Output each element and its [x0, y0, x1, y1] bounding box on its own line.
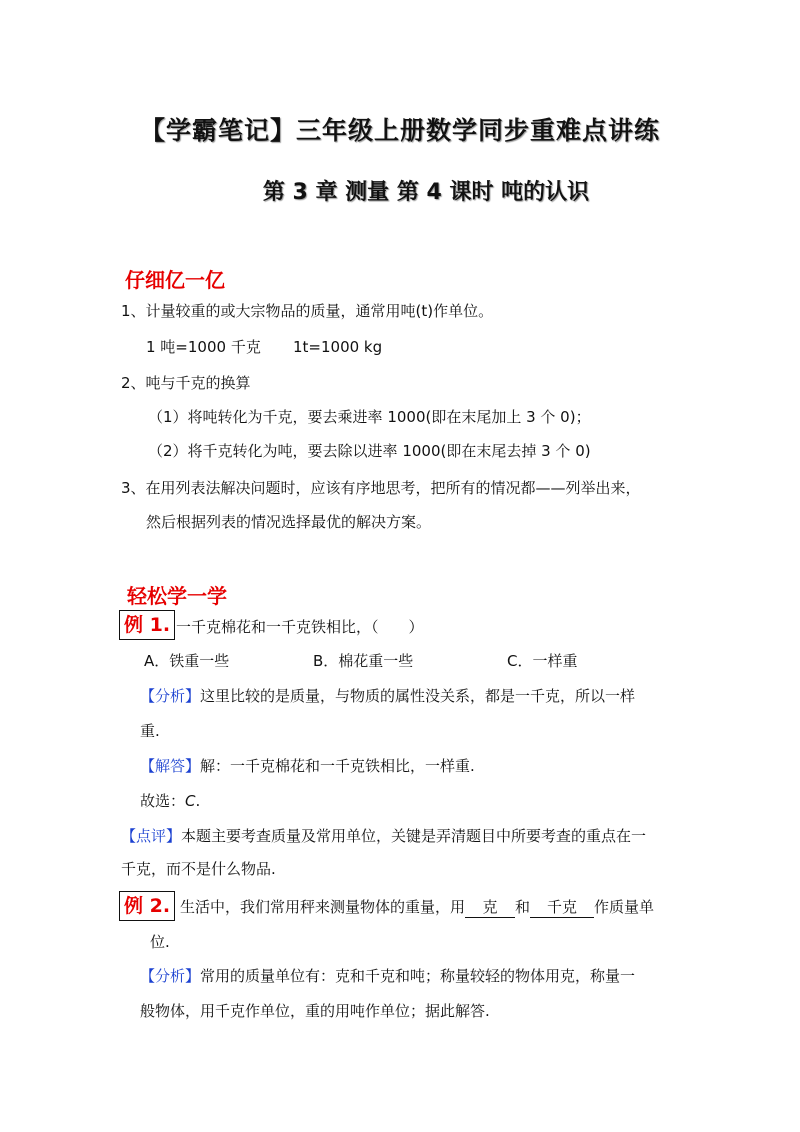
- example-2-analysis: [140, 966, 635, 986]
- example-1-option-c: C．一样重: [507, 652, 578, 670]
- example-1-analysis: [140, 686, 635, 706]
- analysis-text: 这里比较的是质量，与物质的属性没关系，都是一千克，所以一样: [200, 687, 636, 705]
- point-2: 2、吨与千克的换算: [121, 374, 251, 392]
- analysis-text: 常用的质量单位有：克和千克和吨；称量较轻的物体用克，称量一: [200, 967, 636, 985]
- blank-answer-1: 克: [465, 897, 515, 918]
- comment-tag: 【点评】: [121, 827, 182, 845]
- example-1-answer: [140, 756, 475, 776]
- question-part-1: 生活中，我们常用秤来测量物体的重量，用: [180, 898, 466, 916]
- point-1-equation-cn: 1 吨=1000 千克: [146, 338, 261, 356]
- analysis-tag: 【分析】: [140, 967, 201, 985]
- example-1-comment-line-2: 千克，而不是什么物品.: [121, 860, 276, 878]
- question-part-2: 和: [515, 898, 531, 916]
- analysis-tag: 【分析】: [140, 687, 201, 705]
- answer-tag: 【解答】: [140, 757, 201, 775]
- example-1-option-b: B．棉花重一些: [313, 652, 414, 670]
- point-3-line-2: 然后根据列表的情况选择最优的解决方案。: [146, 513, 432, 531]
- choice-suffix: .: [195, 792, 201, 810]
- section-heading-learn: 轻松学一学: [127, 584, 227, 608]
- point-1: 1、计量较重的或大宗物品的质量，通常用吨(t)作单位。: [121, 302, 494, 320]
- example-1-question: 一千克棉花和一千克铁相比，（ ）: [176, 618, 424, 636]
- lesson-subtitle: 第 3 章 测量 第 4 课时 吨的认识: [262, 180, 590, 205]
- example-2-question: [180, 897, 654, 918]
- example-2-analysis-line-2: 般物体，用千克作单位，重的用吨作单位；据此解答.: [140, 1002, 490, 1020]
- example-2-question-line-2: 位.: [150, 933, 170, 951]
- example-1-option-a: A．铁重一些: [144, 652, 230, 670]
- example-2-label: 例 2.: [119, 891, 175, 921]
- section-heading-review: 仔细亿一亿: [125, 268, 225, 292]
- blank-answer-2: 千克: [530, 897, 594, 918]
- comment-text: 本题主要考查质量及常用单位，关键是弄清题目中所要考查的重点在一: [181, 827, 647, 845]
- example-1-analysis-line-2: 重.: [140, 722, 160, 740]
- answer-text: 解：一千克棉花和一千克铁相比，一样重.: [200, 757, 475, 775]
- example-1-choice: [140, 791, 200, 811]
- choice-value: C: [185, 792, 196, 810]
- example-1-label: 例 1.: [119, 610, 175, 640]
- point-2-item-1: （1）将吨转化为千克，要去乘进率 1000(即在末尾加上 3 个 0)；: [148, 408, 591, 426]
- point-1-equation-unit: 1t=1000 kg: [293, 338, 383, 356]
- point-2-item-2: （2）将千克转化为吨，要去除以进率 1000(即在末尾去掉 3 个 0): [148, 442, 591, 460]
- point-3-line-1: 3、在用列表法解决问题时，应该有序地思考，把所有的情况都——列举出来，: [121, 479, 641, 497]
- example-1-comment: [121, 826, 646, 846]
- page-title: 【学霸笔记】三年级上册数学同步重难点讲练: [139, 116, 660, 145]
- choice-prefix: 故选：: [140, 792, 186, 810]
- question-part-3: 作质量单: [594, 898, 655, 916]
